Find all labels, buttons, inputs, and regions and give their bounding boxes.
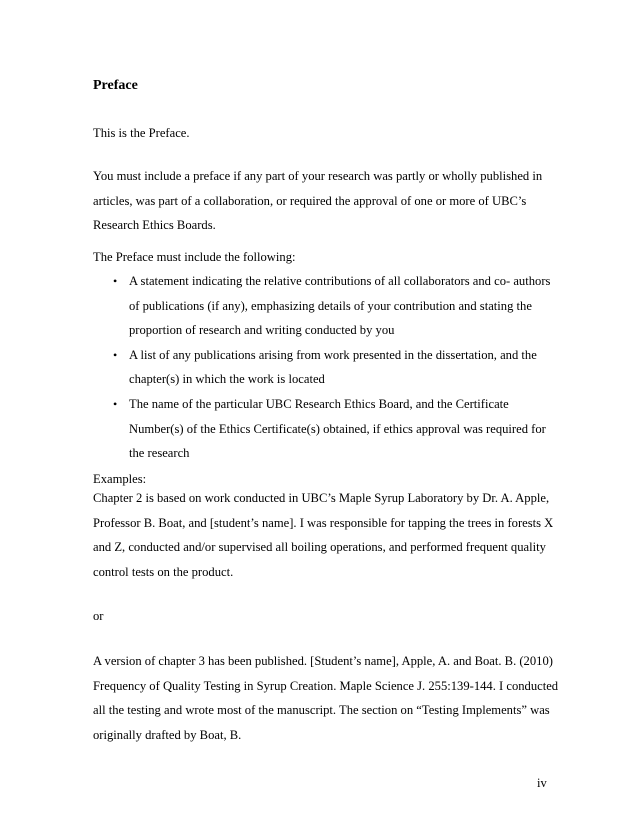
example-two-paragraph xyxy=(93,649,559,747)
requirements-list xyxy=(93,269,563,466)
examples-label: Examples: xyxy=(93,472,147,486)
example-one-paragraph xyxy=(93,486,553,584)
text-line: Number(s) of the Ethics Certificate(s) obtained, if ethics approval was required for xyxy=(129,421,546,436)
text-line: A list of any publications arising from work presented in the dissertation, and the xyxy=(129,347,537,362)
text-line: originally drafted by Boat, B. xyxy=(93,727,242,742)
text-line: You must include a preface if any part of your research was partly or wholly published in xyxy=(93,169,543,183)
list-item xyxy=(93,343,563,392)
text-line: The name of the particular UBC Research Ethics Board, and the Certificate xyxy=(129,396,509,411)
text-line: all the testing and wrote most of the manuscript. The section on “Testing Implements” was xyxy=(93,703,550,718)
page-title: Preface xyxy=(93,78,138,93)
text-line: and Z, conducted and/or supervised all boiling operations, and performed frequent quality xyxy=(93,540,546,555)
text-line: chapter(s) in which the work is located xyxy=(129,372,325,387)
page-number: iv xyxy=(537,776,547,790)
intro-paragraph: This is the Preface. xyxy=(93,126,190,140)
bullet-icon: • xyxy=(113,347,118,362)
list-item xyxy=(93,269,563,343)
or-label: or xyxy=(93,609,104,623)
list-item xyxy=(93,392,563,466)
text-line: articles, was part of a collaboration, or required the approval of one or more of UBC’s xyxy=(93,193,527,208)
text-line: of publications (if any), emphasizing details of your contribution and stating the xyxy=(129,298,532,313)
text-line: Research Ethics Boards. xyxy=(93,218,216,233)
text-line: A version of chapter 3 has been published. [Student’s name], Apple, A. and Boat. B. (2010) xyxy=(93,654,553,668)
text-line: A statement indicating the relative contributions of all collaborators and co- authors xyxy=(129,274,551,288)
text-line: Frequency of Quality Testing in Syrup Creation. Maple Science J. 255:139-144. I conducted xyxy=(93,678,559,693)
text-line: proportion of research and writing conducted by you xyxy=(129,323,395,338)
text-line: Professor B. Boat, and [student’s name]. I was responsible for tapping the trees in forests X xyxy=(93,515,554,530)
bullet-icon: • xyxy=(113,396,118,411)
text-line: control tests on the product. xyxy=(93,564,234,579)
must-include-label: The Preface must include the following: xyxy=(93,250,296,264)
text-line: Chapter 2 is based on work conducted in UBC’s Maple Syrup Laboratory by Dr. A. Apple, xyxy=(93,491,550,505)
bullet-icon: • xyxy=(113,274,118,288)
requirement-paragraph xyxy=(93,164,553,238)
text-line: the research xyxy=(129,446,190,461)
